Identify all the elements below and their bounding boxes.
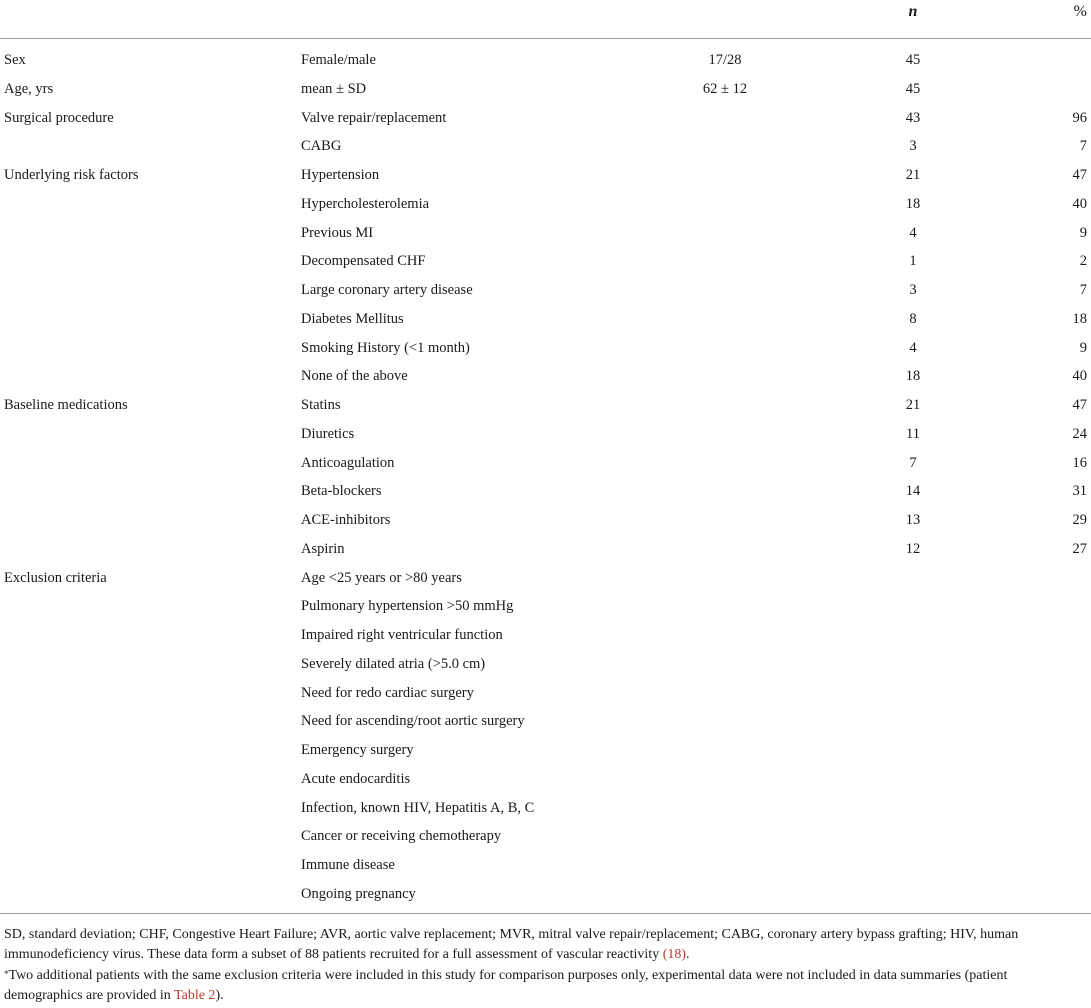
n-cell: 1	[909, 253, 917, 270]
percent-cell: 47	[1072, 397, 1087, 413]
table-row	[0, 223, 1091, 252]
item-cell: Beta-blockers	[301, 483, 382, 500]
footnote-note-text: Two additional patients with the same exclusion criteria were included in this study for comparison purposes only, experimental data were not included in data summaries (patient demographics are provided in	[4, 968, 1008, 1003]
n-cell: 8	[909, 310, 917, 327]
value-cell: 17/28	[708, 52, 742, 68]
n-cell: 13	[905, 512, 921, 528]
item-cell: Diuretics	[301, 425, 355, 442]
item-cell: Large coronary artery disease	[301, 282, 473, 298]
table-row	[0, 510, 1091, 539]
n-cell: 7	[909, 454, 917, 471]
table-row	[0, 136, 1091, 165]
percent-cell: 7	[1079, 138, 1087, 155]
footnote-abbreviations	[4, 925, 1087, 965]
table-row	[0, 769, 1091, 798]
n-cell: 18	[905, 368, 921, 385]
item-cell: CABG	[301, 138, 342, 155]
table-row	[0, 309, 1091, 338]
n-cell: 21	[905, 167, 921, 183]
n-cell: 3	[909, 138, 917, 155]
item-cell: Cancer or receiving chemotherapy	[301, 828, 502, 845]
item-cell: Infection, known HIV, Hepatitis A, B, C	[301, 799, 535, 816]
n-cell: 45	[905, 80, 921, 97]
item-cell: None of the above	[301, 368, 408, 385]
category-cell: Sex	[4, 52, 26, 68]
n-cell: 4	[909, 224, 917, 241]
table-row	[0, 50, 1091, 79]
item-cell: mean ± SD	[301, 80, 367, 97]
table-row	[0, 855, 1091, 884]
item-cell: Immune disease	[301, 857, 395, 873]
table-bottom-rule	[0, 913, 1091, 914]
category-cell: Underlying risk factors	[4, 167, 139, 183]
table-row	[0, 251, 1091, 280]
percent-cell: 47	[1072, 167, 1087, 183]
table-row	[0, 711, 1091, 740]
item-cell: Valve repair/replacement	[301, 109, 447, 126]
item-cell: Previous MI	[301, 224, 374, 241]
item-cell: Pulmonary hypertension >50 mmHg	[301, 598, 514, 615]
n-cell: 11	[906, 425, 920, 442]
category-cell: Surgical procedure	[4, 109, 114, 126]
item-cell: Ongoing pregnancy	[301, 885, 416, 902]
footnote-note	[4, 966, 1087, 1006]
item-cell: Age <25 years or >80 years	[301, 569, 462, 586]
table-row	[0, 395, 1091, 424]
percent-cell: 96	[1072, 109, 1087, 126]
table-row	[0, 424, 1091, 453]
table-row	[0, 194, 1091, 223]
item-cell: Smoking History (<1 month)	[301, 339, 470, 356]
table-row	[0, 884, 1091, 913]
table-row	[0, 596, 1091, 625]
item-cell: Anticoagulation	[301, 454, 395, 471]
category-cell: Exclusion criteria	[4, 569, 107, 586]
percent-cell: 40	[1072, 368, 1087, 385]
item-cell: Aspirin	[301, 540, 345, 557]
n-cell: 45	[905, 52, 921, 68]
footnote-marker: *	[4, 969, 9, 979]
table-row	[0, 625, 1091, 654]
item-cell: Severely dilated atria (>5.0 cm)	[301, 655, 486, 672]
category-cell: Age, yrs	[4, 80, 54, 97]
category-cell: Baseline medications	[4, 397, 128, 413]
n-cell: 4	[909, 339, 917, 356]
table-row	[0, 654, 1091, 683]
item-cell: Statins	[301, 397, 341, 413]
table-row	[0, 826, 1091, 855]
column-header-percent: %	[1073, 3, 1087, 20]
table-row	[0, 539, 1091, 568]
table-header	[0, 0, 1091, 39]
percent-cell: 29	[1072, 512, 1087, 528]
item-cell: Need for redo cardiac surgery	[301, 684, 474, 701]
table-row	[0, 165, 1091, 194]
item-cell: ACE-inhibitors	[301, 512, 391, 528]
table-row	[0, 740, 1091, 769]
item-cell: Acute endocarditis	[301, 770, 411, 787]
table-row	[0, 338, 1091, 367]
item-cell: Diabetes Mellitus	[301, 310, 404, 327]
n-cell: 14	[905, 483, 921, 500]
percent-cell: 31	[1072, 483, 1087, 500]
table-row	[0, 481, 1091, 510]
item-cell: Hypercholesterolemia	[301, 195, 430, 212]
item-cell: Emergency surgery	[301, 742, 414, 758]
table-row	[0, 568, 1091, 597]
table-row	[0, 79, 1091, 108]
column-header-n: n	[908, 3, 918, 20]
percent-cell: 27	[1072, 540, 1087, 557]
table-2-link[interactable]: Table 2	[174, 988, 216, 1003]
footnote-abbreviations-end: .	[686, 947, 690, 962]
table-row	[0, 683, 1091, 712]
percent-cell: 7	[1079, 282, 1087, 298]
percent-cell: 2	[1079, 253, 1087, 270]
percent-cell: 9	[1079, 224, 1087, 241]
n-cell: 18	[905, 195, 921, 212]
value-cell: 62 ± 12	[702, 80, 748, 97]
percent-cell: 24	[1072, 425, 1087, 442]
percent-cell: 40	[1072, 195, 1087, 212]
table-body	[0, 50, 1091, 913]
n-cell: 43	[905, 109, 921, 126]
table-row	[0, 798, 1091, 827]
item-cell: Need for ascending/root aortic surgery	[301, 713, 525, 730]
table-row	[0, 366, 1091, 395]
item-cell: Decompensated CHF	[301, 253, 426, 270]
percent-cell: 9	[1079, 339, 1087, 356]
table-row	[0, 108, 1091, 137]
percent-cell: 16	[1072, 454, 1087, 471]
n-cell: 3	[909, 282, 917, 298]
table-row	[0, 453, 1091, 482]
item-cell: Female/male	[301, 52, 376, 68]
item-cell: Impaired right ventricular function	[301, 627, 503, 643]
n-cell: 12	[905, 540, 921, 557]
item-cell: Hypertension	[301, 167, 380, 183]
reference-link-18[interactable]: (18)	[662, 947, 687, 962]
footnote-abbreviations-text: SD, standard deviation; CHF, Congestive Heart Failure; AVR, aortic valve replacement; MVR, mitral valve repair/replacement; CABG, coronary artery bypass grafting; HIV, human immunodeficiency virus. These data form a subset of 88 patients recruited for a full assessment of vascular reactivity	[4, 927, 1019, 962]
n-cell: 21	[905, 397, 921, 413]
percent-cell: 18	[1072, 310, 1087, 327]
table-row	[0, 280, 1091, 309]
footnote-note-end: ).	[215, 988, 224, 1003]
